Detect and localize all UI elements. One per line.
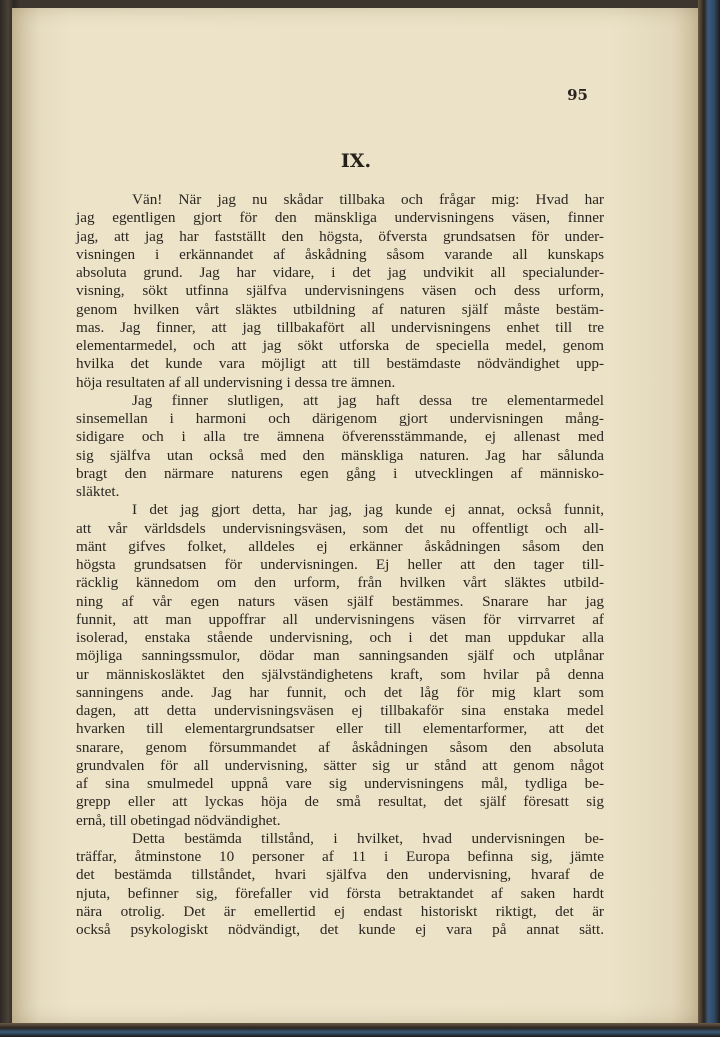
text-line: snarare, genom försummandet af åskådningen såsom den absoluta (76, 738, 604, 756)
text-line: Jag finner slutligen, att jag haft dessa tre elementarmedel (132, 391, 604, 409)
book-edge-right (698, 0, 720, 1037)
text-line: ernå, till obetingad nödvändighet. (76, 811, 281, 829)
text-line: elementarmedel, och att jag sökt utforska de speciella medel, genom (76, 337, 604, 354)
chapter-heading: IX. (340, 150, 372, 172)
text-line: Vän! När jag nu skådar tillbaka och frågar mig: Hvad har (132, 191, 604, 208)
text-line: sig själfva utan också med den mänskliga naturen. Jag har sålunda (76, 446, 604, 464)
body-text (76, 191, 604, 939)
text-line: det bestämda tillståndet, hvari själfva den undervisning, hvaraf de (76, 866, 604, 884)
text-line: att vår världsdels undervisningsväsen, som det nu offentligt och all- (76, 519, 604, 537)
book-page (12, 8, 700, 1024)
text-line: bragt den närmare naturens egen gång i utvecklingen af människo- (76, 464, 604, 482)
text-line: sinsemellan i harmoni och därigenom gjort undervisningen mång- (76, 410, 604, 427)
text-line: släktet. (76, 483, 120, 500)
text-line: också psykologiskt nödvändigt, det kunde ej vara på annat sätt. (76, 921, 604, 938)
text-line: mänt gifves folket, alldeles ej erkänner åskådningen såsom den (76, 537, 604, 555)
text-line: absoluta grund. Jag har vidare, i det jag undvikit all specialunder- (76, 264, 604, 281)
text-line: ning af vår egen naturs väsen själf bestämmes. Snarare har jag (76, 592, 604, 610)
text-line: hvarken till elementargrundsatser eller till elementarformer, att det (76, 720, 604, 738)
text-line: sidigare och i alla tre ämnena öfverensstämmande, ej allenast med (76, 428, 604, 446)
text-line: af sina smulmedel uppnå vare sig undervisningens mål, tydliga be- (76, 775, 604, 792)
text-line: höja resultaten af all undervisning i dessa tre ämnen. (76, 373, 396, 391)
text-line: visning, sökt utfinna själfva undervisningens väsen och dess urform, (76, 282, 604, 300)
text-line: träffar, åtminstone 10 personer af 11 i Europa befinna sig, jämte (76, 848, 604, 865)
text-line: jag, att jag har fastställt den högsta, öfversta grundsatsen för under- (76, 227, 604, 245)
text-line: grepp eller att lyckas höja de små resultat, det själf föresatt sig (76, 793, 604, 811)
text-line: I det jag gjort detta, har jag, jag kunde ej annat, också funnit, (132, 501, 604, 519)
text-line: hvilka det kunde vara möjligt att till bestämdaste nödvändighet upp- (76, 355, 604, 373)
text-line: ur människosläktet den självständighetens kraft, som hvilar på denna (76, 665, 604, 683)
text-line: visningen i erkännandet af åskådning såsom varande all kunskaps (76, 245, 604, 263)
text-line: nära otrolig. Det är emellertid ej endast historiskt riktigt, det är (76, 902, 604, 920)
text-line: jag egentligen gjort för den mänskliga undervisningens väsen, finner (76, 209, 604, 227)
text-line: isolerad, enstaka stående undervisning, och i det man uppdukar alla (76, 629, 604, 646)
text-line: möjliga sanningssmulor, dödar man sanningsanden själf och utplånar (76, 647, 604, 665)
text-line: grundvalen för all undervisning, sätter sig ur stånd att genom något (76, 756, 604, 774)
text-line: funnit, att man uppoffrar all undervisningens väsen för virrvarret af (76, 610, 604, 628)
text-line: njuta, befinner sig, förefaller vid första betraktandet af saken hardt (76, 884, 604, 902)
text-line: sanningens ande. Jag har funnit, och det låg för mig klart som (76, 683, 604, 701)
text-line: högsta grundsatsen för undervisningen. Ej heller att den tager till- (76, 556, 604, 573)
text-line: mas. Jag finner, att jag tillbakafört all undervisningens enhet till tre (76, 318, 604, 336)
text-line: genom hvilken vårt släktes utbildning af naturen själf måste bestäm- (76, 300, 604, 318)
page-number: 95 (567, 86, 588, 104)
text-line: Detta bestämda tillstånd, i hvilket, hvad undervisningen be- (132, 829, 604, 847)
book-edge-bottom (0, 1023, 720, 1037)
text-line: dagen, att detta undervisningsväsen ej tillbakaför sina enstaka medel (76, 702, 604, 719)
text-line: räcklig kännedom om den urform, från hvilken vårt släktes utbild- (76, 574, 604, 592)
